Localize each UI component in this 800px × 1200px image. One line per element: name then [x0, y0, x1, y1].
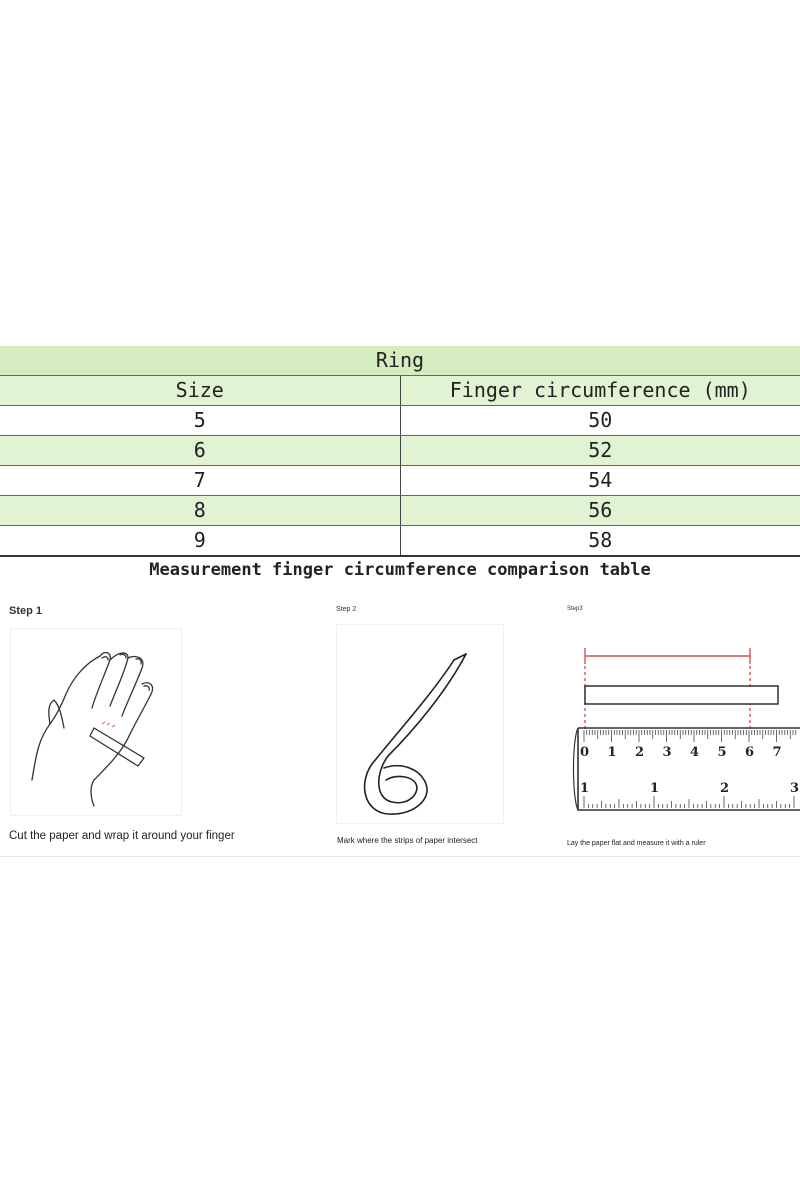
circumference-cell: 58: [400, 526, 800, 557]
hand-wrap-illustration: [10, 628, 190, 818]
circumference-cell: 54: [400, 466, 800, 496]
step-3-caption: Lay the paper flat and measure it with a ruler: [567, 840, 706, 847]
paper-loop-illustration: [336, 624, 506, 824]
size-cell: 7: [0, 466, 400, 496]
ruler-inch-digit: 2: [720, 781, 730, 796]
comparison-caption: Measurement finger circumference comparison table: [149, 560, 651, 580]
table-row: [0, 406, 800, 436]
step-1-caption: Cut the paper and wrap it around your finger: [9, 830, 235, 842]
table-row: [0, 526, 800, 557]
table-title: Ring: [0, 346, 800, 376]
circumference-cell: 56: [400, 496, 800, 526]
ruler-inch-digit: 1: [650, 781, 660, 796]
ruler-digit: 2: [635, 745, 645, 760]
size-cell: 9: [0, 526, 400, 557]
size-cell: 6: [0, 436, 400, 466]
table-row: [0, 496, 800, 526]
ruler-digit: 5: [717, 745, 727, 760]
header-size: Size: [0, 376, 400, 406]
ring-size-table: [0, 346, 800, 557]
step-2-label: Step 2: [336, 606, 357, 613]
table-row: [0, 436, 800, 466]
step-1-label: Step 1: [9, 605, 43, 617]
header-circumference: Finger circumference (mm): [400, 376, 800, 406]
ruler: [574, 728, 800, 810]
ruler-measure-illustration: [570, 620, 800, 830]
table-header-row: [0, 376, 800, 406]
ruler-digit: 7: [772, 745, 782, 760]
size-cell: 8: [0, 496, 400, 526]
circumference-cell: 50: [400, 406, 800, 436]
size-cell: 5: [0, 406, 400, 436]
flat-paper-strip: [585, 686, 778, 704]
ruler-digit: 6: [745, 745, 755, 760]
step-2-caption: Mark where the strips of paper intersect: [337, 836, 478, 845]
ruler-digit: 1: [607, 745, 617, 760]
ruler-digit: 4: [690, 745, 700, 760]
circumference-cell: 52: [400, 436, 800, 466]
table-title-row: [0, 346, 800, 376]
measurement-steps: [0, 598, 800, 857]
ruler-inch-digit: 3: [790, 781, 800, 796]
step-3-label: Step3: [567, 606, 583, 612]
ruler-digit: 0: [580, 745, 590, 760]
ruler-digit: 3: [662, 745, 672, 760]
table-row: [0, 466, 800, 496]
ruler-inch-digit: 1: [580, 781, 590, 796]
